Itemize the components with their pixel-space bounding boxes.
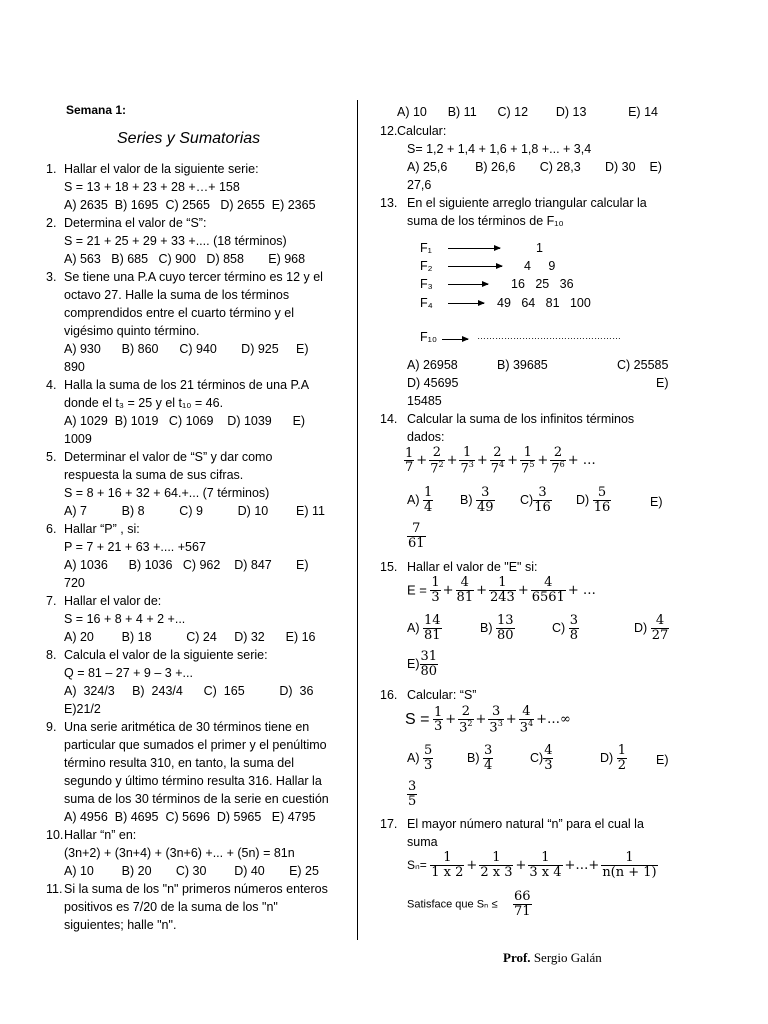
question-text: dados: xyxy=(407,430,445,444)
question-text: suma de los términos de F₁₀ xyxy=(407,214,564,228)
question-number: 12. xyxy=(380,124,398,138)
answer-option-e: 27,6 xyxy=(407,178,432,192)
series-formula: Sₙ= $\frac{1}{1 x 2}$ + $\frac{1}{2 x 3}$ + $\frac{1}{3 x 4}$ +…+ $\frac{1}{n(n + 1)}$ xyxy=(407,850,657,880)
author-signature: Prof. Sergio Galán xyxy=(503,950,602,965)
answer-option-e: 890 xyxy=(64,360,85,374)
question-text: Calcular: “S” xyxy=(407,688,477,702)
question-number: 2. xyxy=(46,216,57,230)
answer-option-d: D) $\frac{4}{27}$ xyxy=(634,613,669,643)
series-formula: $\frac{1}{7}$ + $\frac{2}{7^2}$ + $\frac{1}{7^3}$ + $\frac{2}{7^4}$ + $\frac{1}{7^5}$ + $\frac{2}{7^6}$ + … xyxy=(405,445,596,476)
series-formula: E = $\frac{1}{3}$ + $\frac{4}{81}$ + $\frac{1}{243}$ + $\frac{4}{6561}$ + … xyxy=(407,575,596,605)
question-number: 6. xyxy=(46,522,57,536)
question-formula: S = 13 + 18 + 23 + 28 +…+ 158 xyxy=(64,180,240,194)
answer-options: A) 563 B) 685 C) 900 D) 858 E) 968 xyxy=(64,252,306,266)
question-text: Hallar “n” en: xyxy=(64,828,137,842)
answer-options: A) 1029 B) 1019 C) 1069 D) 1039 E) xyxy=(64,414,306,428)
question-number: 11. xyxy=(46,882,63,896)
row-label-f10: F₁₀ xyxy=(420,330,438,344)
series-formula: S = $\frac{1}{3}$ + $\frac{2}{3^2}$ + $\frac{3}{3^3}$ + $\frac{4}{3^4}$ +…∞ xyxy=(405,704,571,735)
answer-option-e: E) xyxy=(656,376,669,390)
question-number: 9. xyxy=(46,720,57,734)
answer-option-e-value: $\frac{7}{61}$ xyxy=(408,521,425,551)
page-title: Series y Sumatorias xyxy=(117,130,261,147)
row-label-f4: F₄ xyxy=(420,296,433,310)
question-number: 1. xyxy=(46,162,57,176)
question-text: Calcular la suma de los infinitos términos xyxy=(407,412,635,426)
question-text: respuesta la suma de sus cifras. xyxy=(64,468,244,482)
question-text: En el siguiente arreglo triangular calcular la xyxy=(407,196,647,210)
answer-option-a: A) $\frac{1}{4}$ xyxy=(407,485,433,515)
answer-option-b: B) 39685 xyxy=(497,358,548,372)
arrow-icon xyxy=(448,284,488,285)
answer-option-c: C) $\frac{3}{16}$ xyxy=(520,485,551,515)
question-text: octavo 27. Halle la suma de los términos xyxy=(64,288,290,302)
question-text: segundo y último término resulta 316. Hallar la xyxy=(64,774,322,788)
row-values-f2: 4 9 xyxy=(524,259,556,273)
question-formula: (3n+2) + (3n+4) + (3n+6) +... + (5n) = 81n xyxy=(64,846,295,860)
question-number: 8. xyxy=(46,648,57,662)
question-text: particular que sumados el primer y el penúltimo xyxy=(64,738,327,752)
question-number: 15. xyxy=(380,560,398,574)
answer-option-c: C) $\frac{3}{8}$ xyxy=(552,613,578,643)
answer-option-e: E)21/2 xyxy=(64,702,101,716)
question-text: Se tiene una P.A cuyo tercer término es 12 y el xyxy=(64,270,323,284)
question-11-options: A) 10 B) 11 C) 12 D) 13 E) 14 xyxy=(397,105,658,119)
answer-options: A) 10 B) 20 C) 30 D) 40 E) 25 xyxy=(64,864,319,878)
question-text: Calcular: xyxy=(397,124,447,138)
question-formula: Q = 81 – 27 + 9 – 3 +... xyxy=(64,666,193,680)
answer-option-e-value: 15485 xyxy=(407,394,442,408)
question-formula: S = 16 + 8 + 4 + 2 +... xyxy=(64,612,186,626)
question-number: 5. xyxy=(46,450,57,464)
answer-option-e: 720 xyxy=(64,576,85,590)
question-number: 13. xyxy=(380,196,398,210)
arrow-icon xyxy=(448,303,484,304)
question-number: 16. xyxy=(380,688,398,702)
column-divider xyxy=(357,100,358,940)
question-number: 14. xyxy=(380,412,398,426)
answer-options: A) 1036 B) 1036 C) 962 D) 847 E) xyxy=(64,558,309,572)
arrow-icon xyxy=(448,248,500,249)
row-values-f10: ………………………………………… xyxy=(477,331,621,341)
question-text: Halla la suma de los 21 términos de una P.A xyxy=(64,378,310,392)
row-values-f3: 16 25 36 xyxy=(511,277,574,291)
question-text: Una serie aritmética de 30 términos tiene en xyxy=(64,720,310,734)
question-number: 17. xyxy=(380,817,398,831)
answer-option-a: A) $\frac{5}{3}$ xyxy=(407,743,433,773)
answer-option-d: D) $\frac{5}{16}$ xyxy=(576,485,611,515)
answer-options: A) 930 B) 860 C) 940 D) 925 E) xyxy=(64,342,309,356)
answer-option-e: 1009 xyxy=(64,432,92,446)
question-text: Hallar el valor de la siguiente serie: xyxy=(64,162,259,176)
question-text: suma de los 30 términos de la serie en cuestión xyxy=(64,792,329,806)
question-formula: P = 7 + 21 + 63 +.... +567 xyxy=(64,540,206,554)
answer-option-e: E) xyxy=(656,753,669,767)
question-text: positivos es 7/20 de la suma de los "n" xyxy=(64,900,278,914)
question-text: El mayor número natural “n” para el cual la xyxy=(407,817,644,831)
question-text: Si la suma de los "n" primeros números enteros xyxy=(64,882,328,896)
answer-options: A) 4956 B) 4695 C) 5696 D) 5965 E) 4795 xyxy=(64,810,316,824)
question-text: siguientes; halle "n". xyxy=(64,918,177,932)
question-text: Hallar el valor de: xyxy=(64,594,162,608)
question-text: Determina el valor de “S”: xyxy=(64,216,207,230)
question-text: Hallar el valor de "E" si: xyxy=(407,560,538,574)
arrow-icon xyxy=(448,266,502,267)
row-values-f4: 49 64 81 100 xyxy=(497,296,591,310)
question-formula: S= 1,2 + 1,4 + 1,6 + 1,8 +... + 3,4 xyxy=(407,142,592,156)
question-text: Calcula el valor de la siguiente serie: xyxy=(64,648,268,662)
answer-option-c: C) 25585 xyxy=(617,358,669,372)
answer-options: A) 2635 B) 1695 C) 2565 D) 2655 E) 2365 xyxy=(64,198,316,212)
answer-option-d: D) 45695 xyxy=(407,376,459,390)
question-text: donde el t₃ = 25 y el t₁₀ = 46. xyxy=(64,396,224,410)
answer-option-b: B) $\frac{13}{80}$ xyxy=(480,613,514,643)
answer-options: A) 20 B) 18 C) 24 D) 32 E) 16 xyxy=(64,630,316,644)
question-number: 7. xyxy=(46,594,57,608)
answer-options: A) 7 B) 8 C) 9 D) 10 E) 11 xyxy=(64,504,325,518)
arrow-icon xyxy=(442,339,468,340)
week-label: Semana 1: xyxy=(66,103,127,117)
answer-option-a: A) 26958 xyxy=(407,358,458,372)
question-text: Hallar “P” , si: xyxy=(64,522,140,536)
answer-option-e: E) xyxy=(650,495,663,509)
question-formula: S = 21 + 25 + 29 + 33 +.... (18 términos) xyxy=(64,234,287,248)
question-text: término resulta 310, en tanto, la suma del xyxy=(64,756,294,770)
row-label-f2: F₂ xyxy=(420,259,433,273)
condition: Satisface que Sₙ ≤ $\frac{66}{71}$ xyxy=(407,889,531,919)
question-number: 4. xyxy=(46,378,57,392)
row-label-f3: F₃ xyxy=(420,277,433,291)
answer-option-b: B) $\frac{3}{4}$ xyxy=(467,743,493,773)
question-text: Determinar el valor de “S” y dar como xyxy=(64,450,273,464)
answer-option-a: A) $\frac{14}{81}$ xyxy=(407,613,441,643)
answer-option-d: D) $\frac{1}{2}$ xyxy=(600,743,626,773)
question-text: comprendidos entre el cuarto término y el xyxy=(64,306,294,320)
answer-option-c: C) $\frac{4}{3}$ xyxy=(530,743,553,773)
row-values-f1: 1 xyxy=(536,241,543,255)
answer-option-e-value: $\frac{3}{5}$ xyxy=(408,779,417,809)
question-formula: S = 8 + 16 + 32 + 64.+... (7 términos) xyxy=(64,486,270,500)
question-number: 3. xyxy=(46,270,57,284)
answer-options: A) 324/3 B) 243/4 C) 165 D) 36 xyxy=(64,684,314,698)
question-text: suma xyxy=(407,835,438,849)
question-text: vigésimo quinto término. xyxy=(64,324,200,338)
answer-options: A) 25,6 B) 26,6 C) 28,3 D) 30 E) xyxy=(407,160,662,174)
row-label-f1: F₁ xyxy=(420,241,432,255)
question-number: 10. xyxy=(46,828,64,842)
answer-option-b: B) $\frac{3}{49}$ xyxy=(460,485,494,515)
answer-option-e: E) $\frac{31}{80}$ xyxy=(407,649,438,679)
